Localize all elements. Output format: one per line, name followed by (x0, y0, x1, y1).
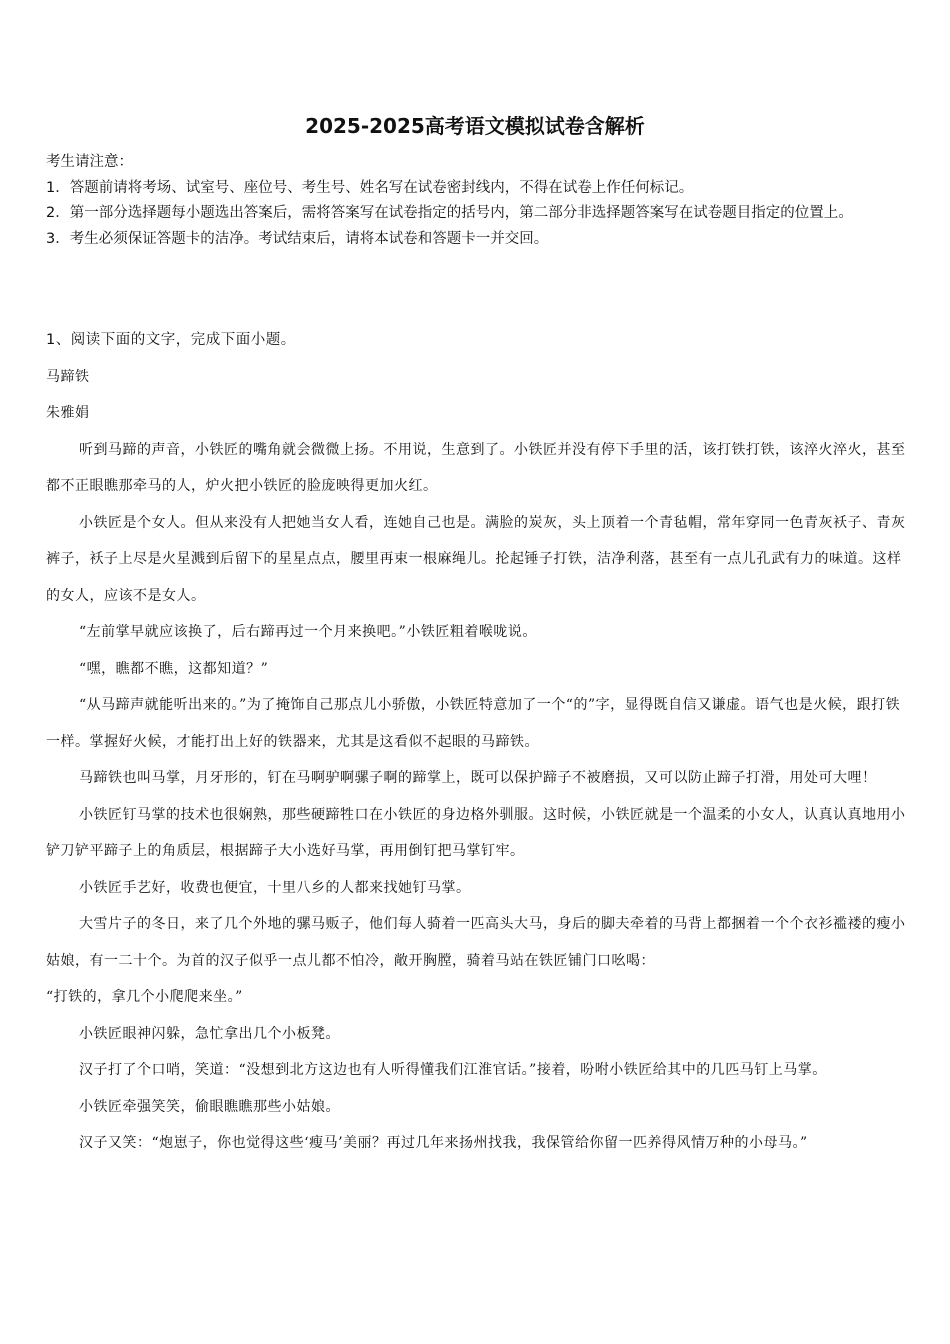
reading-passage (46, 322, 908, 1162)
article-title: 马蹄铁 (46, 368, 90, 385)
paragraph-5: “从马蹄声就能听出来的。”为了掩饰自己那点儿小骄傲，小铁匠特意加了一个“的”字，显得既自信又谦虚。语气也是火候，跟打铁一样。掌握好火候，才能打出上好的铁器来，尤其是这看似不起眼的马蹄铁。 (46, 697, 901, 750)
paragraph-7: 小铁匠钉马掌的技术也很娴熟，那些硬蹄牲口在小铁匠的身边格外驯服。这时候，小铁匠就是一个温柔的小女人，认真认真地用小铲刀铲平蹄子上的角质层，根据蹄子大小选好马掌，再用倒钉把马掌钉牢。 (46, 806, 906, 859)
paragraph-1: 听到马蹄的声音，小铁匠的嘴角就会微微上扬。不用说，生意到了。小铁匠并没有停下手里的活，该打铁打铁，该淬火淬火，甚至都不正眼瞧那牵马的人，炉火把小铁匠的脸庞映得更加火红。 (46, 441, 906, 494)
notice-item-2: 2．第一部分选择题每小题选出答案后，需将答案写在试卷指定的括号内，第二部分非选择题答案写在试卷题目指定的位置上。 (46, 205, 853, 221)
paragraph-14: 汉子又笑：“炮崽子，你也觉得这些‘瘦马’美丽？再过几年来扬州找我，我保管给你留一匹养得风情万种的小母马。” (79, 1135, 808, 1151)
exam-notice (46, 150, 906, 252)
paragraph-6: 马蹄铁也叫马掌，月牙形的，钉在马啊驴啊骡子啊的蹄掌上，既可以保护蹄子不被磨损，又可以防止蹄子打滑，用处可大哩！ (79, 770, 877, 786)
page-title: 2025-2025高考语文模拟试卷含解析 (305, 114, 645, 138)
notice-item-3: 3．考生必须保证答题卡的洁净。考试结束后，请将本试卷和答题卡一并交回。 (46, 230, 549, 247)
paragraph-8: 小铁匠手艺好，收费也便宜，十里八乡的人都来找她钉马掌。 (79, 879, 471, 896)
paragraph-4: “嘿，瞧都不瞧，这都知道？” (79, 660, 269, 677)
paragraph-2: 小铁匠是个女人。但从来没有人把她当女人看，连她自己也是。满脸的炭灰，头上顶着一个青毡帽，常年穿同一色青灰袄子、青灰裤子，袄子上尽是火星溅到后留下的星星点点，腰里再束一根麻绳儿。抡起锤子打铁，洁净利落，甚至有一点儿孔武有力的味道。这样的女人，应该不是女人。 (46, 514, 906, 604)
notice-item-1: 1．答题前请将考场、试室号、座位号、考生号、姓名写在试卷密封线内，不得在试卷上作任何标记。 (46, 179, 694, 196)
article-author: 朱雅娟 (46, 405, 90, 421)
paragraph-3: “左前掌早就应该换了，后右蹄再过一个月来换吧。”小铁匠粗着喉咙说。 (79, 624, 537, 640)
notice-heading: 考生请注意： (46, 154, 133, 170)
question-intro: 1、阅读下面的文字，完成下面小题。 (46, 332, 296, 348)
paragraph-13: 小铁匠牵强笑笑，偷眼瞧瞧那些小姑娘。 (79, 1098, 340, 1115)
paragraph-11: 小铁匠眼神闪躲，急忙拿出几个小板凳。 (79, 1025, 340, 1042)
paragraph-12: 汉子打了个口哨，笑道：“没想到北方这边也有人听得懂我们江淮官话。”接着，吩咐小铁匠给其中的几匹马钉上马掌。 (79, 1062, 827, 1078)
paragraph-10: “打铁的，拿几个小爬爬来坐。” (46, 989, 243, 1005)
paragraph-9: 大雪片子的冬日，来了几个外地的骡马贩子，他们每人骑着一匹高头大马，身后的脚夫牵着的马背上都捆着一个个衣衫褴褛的瘦小姑娘，有一二十个。为首的汉子似乎一点儿都不怕冷，敞开胸膛，骑着马站在铁匠铺门口吆喝： (46, 916, 906, 969)
